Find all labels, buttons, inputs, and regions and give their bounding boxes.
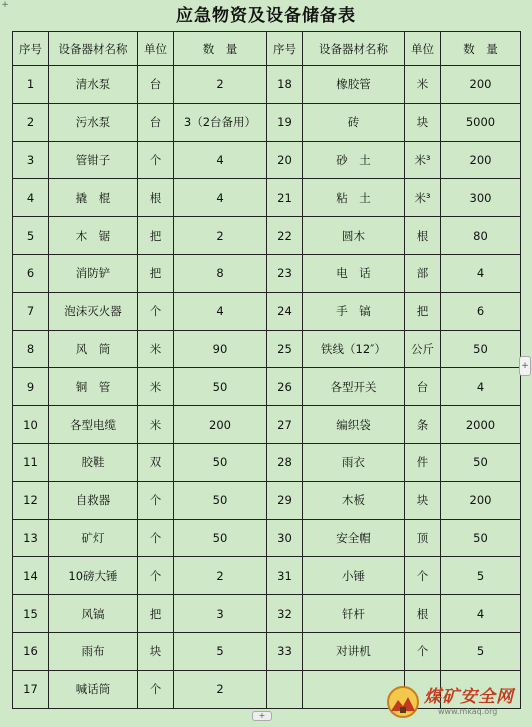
item-name-cell: 编织袋 (303, 406, 405, 444)
quantity-cell: 4 (174, 141, 267, 179)
serial-cell: 29 (267, 481, 303, 519)
header-cell: 序号 (13, 32, 49, 66)
quantity-cell: 3（2台备用） (174, 103, 267, 141)
serial-cell: 18 (267, 66, 303, 104)
table-row (13, 443, 521, 481)
quantity-cell: 2000 (441, 406, 521, 444)
quantity-cell: 4 (174, 292, 267, 330)
item-name-cell: 木板 (303, 481, 405, 519)
unit-cell: 个 (138, 519, 174, 557)
quantity-cell: 4 (441, 368, 521, 406)
item-name-cell: 10磅大锤 (49, 557, 138, 595)
row-insert-handle[interactable]: + (252, 711, 272, 721)
table-row (13, 66, 521, 104)
quantity-cell: 4 (174, 179, 267, 217)
item-name-cell: 电 话 (303, 254, 405, 292)
unit-cell: 把 (138, 595, 174, 633)
table-row (13, 330, 521, 368)
table-row (13, 595, 521, 633)
unit-cell: 米 (138, 368, 174, 406)
table-row (13, 519, 521, 557)
quantity-cell: 90 (174, 330, 267, 368)
serial-cell: 27 (267, 406, 303, 444)
item-name-cell: 铁线（12″） (303, 330, 405, 368)
header-cell: 设备器材名称 (49, 32, 138, 66)
header-cell: 单位 (138, 32, 174, 66)
item-name-cell: 圆木 (303, 217, 405, 255)
serial-cell: 7 (13, 292, 49, 330)
item-name-cell: 各型电缆 (49, 406, 138, 444)
quantity-cell: 8 (174, 254, 267, 292)
quantity-cell: 5000 (441, 103, 521, 141)
header-cell: 单位 (405, 32, 441, 66)
unit-cell: 米 (138, 330, 174, 368)
table-row (13, 141, 521, 179)
serial-cell: 20 (267, 141, 303, 179)
quantity-cell: 50 (174, 519, 267, 557)
serial-cell: 30 (267, 519, 303, 557)
quantity-cell: 50 (441, 519, 521, 557)
unit-cell: 个 (138, 292, 174, 330)
serial-cell: 23 (267, 254, 303, 292)
serial-cell: 8 (13, 330, 49, 368)
serial-cell: 28 (267, 443, 303, 481)
unit-cell: 块 (405, 103, 441, 141)
quantity-cell: 200 (441, 141, 521, 179)
serial-cell: 12 (13, 481, 49, 519)
serial-cell: 2 (13, 103, 49, 141)
quantity-cell: 200 (174, 406, 267, 444)
item-name-cell: 铜 管 (49, 368, 138, 406)
unit-cell: 顶 (405, 519, 441, 557)
quantity-cell: 3 (174, 595, 267, 633)
serial-cell: 33 (267, 632, 303, 670)
unit-cell: 个 (405, 557, 441, 595)
item-name-cell: 木 锯 (49, 217, 138, 255)
item-name-cell: 粘 土 (303, 179, 405, 217)
item-name-cell: 泡沫灭火器 (49, 292, 138, 330)
unit-cell: 把 (138, 254, 174, 292)
quantity-cell: 80 (441, 217, 521, 255)
table-row (13, 217, 521, 255)
serial-cell: 17 (13, 670, 49, 708)
serial-cell: 31 (267, 557, 303, 595)
quantity-cell: 2 (174, 217, 267, 255)
item-name-cell: 清水泵 (49, 66, 138, 104)
serial-cell: 21 (267, 179, 303, 217)
quantity-cell: 2 (174, 557, 267, 595)
unit-cell: 条 (405, 406, 441, 444)
table-header-row (13, 32, 521, 66)
unit-cell: 米 (138, 406, 174, 444)
quantity-cell: 5 (174, 632, 267, 670)
unit-cell: 把 (405, 292, 441, 330)
unit-cell: 根 (138, 179, 174, 217)
table-row (13, 103, 521, 141)
watermark-name: 煤矿安全网 (424, 687, 514, 707)
serial-cell: 11 (13, 443, 49, 481)
item-name-cell: 安全帽 (303, 519, 405, 557)
serial-cell: 19 (267, 103, 303, 141)
quantity-cell: 4 (441, 595, 521, 633)
quantity-cell: 200 (441, 66, 521, 104)
quantity-cell: 50 (441, 330, 521, 368)
quantity-cell: 4 (441, 254, 521, 292)
unit-cell: 件 (405, 443, 441, 481)
table-row (13, 292, 521, 330)
item-name-cell: 手 镐 (303, 292, 405, 330)
quantity-cell: 200 (441, 481, 521, 519)
unit-cell: 双 (138, 443, 174, 481)
quantity-cell: 2 (174, 66, 267, 104)
document-title: 应急物资及设备储备表 (176, 6, 356, 26)
item-name-cell: 雨衣 (303, 443, 405, 481)
equipment-table (12, 31, 521, 709)
serial-cell: 1 (13, 66, 49, 104)
item-name-cell: 管钳子 (49, 141, 138, 179)
serial-cell: 3 (13, 141, 49, 179)
mine-safety-logo-icon (386, 685, 420, 719)
serial-cell: 15 (13, 595, 49, 633)
item-name-cell: 雨布 (49, 632, 138, 670)
unit-cell: 块 (138, 632, 174, 670)
serial-cell: 9 (13, 368, 49, 406)
table-row (13, 254, 521, 292)
unit-cell: 米³ (405, 141, 441, 179)
item-name-cell: 对讲机 (303, 632, 405, 670)
unit-cell: 把 (138, 217, 174, 255)
serial-cell: 22 (267, 217, 303, 255)
item-name-cell: 污水泵 (49, 103, 138, 141)
table-row (13, 632, 521, 670)
header-cell: 设备器材名称 (303, 32, 405, 66)
item-name-cell: 钎杆 (303, 595, 405, 633)
quantity-cell: 50 (441, 443, 521, 481)
serial-cell: 26 (267, 368, 303, 406)
item-name-cell: 胶鞋 (49, 443, 138, 481)
unit-cell: 台 (138, 66, 174, 104)
header-cell: 数 量 (441, 32, 521, 66)
serial-cell: 14 (13, 557, 49, 595)
item-name-cell: 自救器 (49, 481, 138, 519)
serial-cell (267, 670, 303, 708)
table-row (13, 557, 521, 595)
unit-cell: 台 (405, 368, 441, 406)
serial-cell: 5 (13, 217, 49, 255)
unit-cell: 块 (405, 481, 441, 519)
unit-cell: 个 (138, 481, 174, 519)
item-name-cell: 橡胶管 (303, 66, 405, 104)
table-row (13, 481, 521, 519)
serial-cell: 6 (13, 254, 49, 292)
quantity-cell: 50 (174, 443, 267, 481)
unit-cell: 个 (138, 670, 174, 708)
serial-cell: 25 (267, 330, 303, 368)
item-name-cell: 砂 土 (303, 141, 405, 179)
header-cell: 数 量 (174, 32, 267, 66)
item-name-cell: 风 筒 (49, 330, 138, 368)
quantity-cell: 2 (174, 670, 267, 708)
serial-cell: 4 (13, 179, 49, 217)
header-cell: 序号 (267, 32, 303, 66)
item-name-cell: 各型开关 (303, 368, 405, 406)
unit-cell: 公斤 (405, 330, 441, 368)
serial-cell: 32 (267, 595, 303, 633)
serial-cell: 13 (13, 519, 49, 557)
item-name-cell: 砖 (303, 103, 405, 141)
item-name-cell: 风镐 (49, 595, 138, 633)
column-resize-handle[interactable]: + (519, 356, 531, 376)
unit-cell: 根 (405, 595, 441, 633)
serial-cell: 10 (13, 406, 49, 444)
quantity-cell: 5 (441, 632, 521, 670)
quantity-cell: 50 (174, 368, 267, 406)
table-row (13, 179, 521, 217)
unit-cell: 米 (405, 66, 441, 104)
unit-cell: 台 (138, 103, 174, 141)
unit-cell: 根 (405, 217, 441, 255)
serial-cell: 16 (13, 632, 49, 670)
table-row (13, 406, 521, 444)
item-name-cell: 撬 棍 (49, 179, 138, 217)
item-name-cell: 喊话筒 (49, 670, 138, 708)
quantity-cell: 5 (441, 557, 521, 595)
table-row (13, 368, 521, 406)
item-name-cell: 小锤 (303, 557, 405, 595)
item-name-cell: 矿灯 (49, 519, 138, 557)
unit-cell: 个 (138, 141, 174, 179)
unit-cell: 个 (405, 632, 441, 670)
unit-cell: 部 (405, 254, 441, 292)
quantity-cell: 50 (174, 481, 267, 519)
quantity-cell: 6 (441, 292, 521, 330)
quantity-cell: 300 (441, 179, 521, 217)
watermark-url: www.mkaq.org (438, 707, 498, 716)
item-name-cell: 消防铲 (49, 254, 138, 292)
serial-cell: 24 (267, 292, 303, 330)
unit-cell: 米³ (405, 179, 441, 217)
unit-cell: 个 (138, 557, 174, 595)
table-select-handle[interactable]: + (1, 0, 9, 10)
site-watermark (386, 682, 528, 722)
